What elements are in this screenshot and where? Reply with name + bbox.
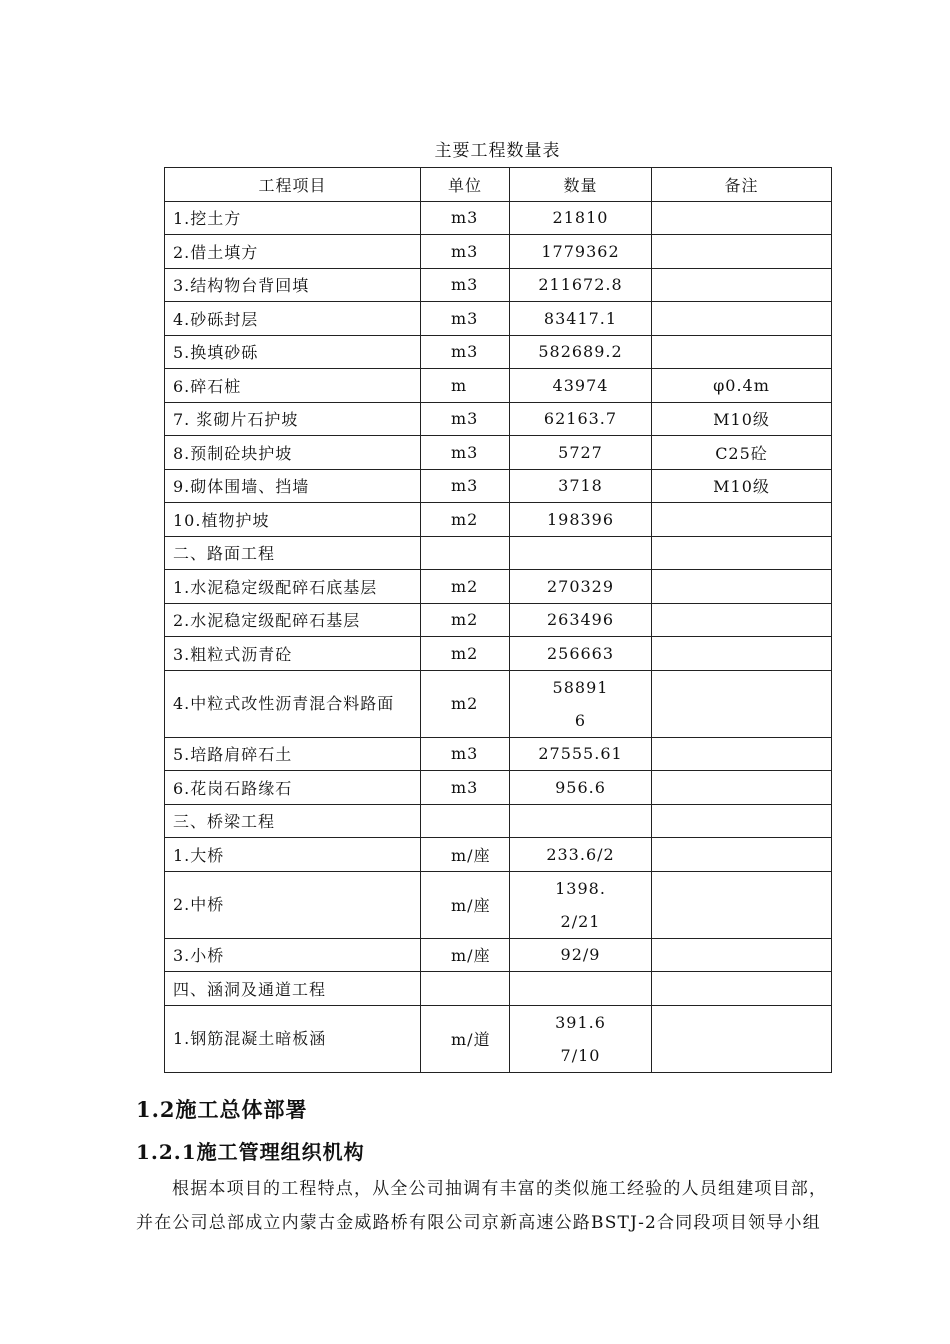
row-item: 6.碎石桩 [165,369,421,403]
row-unit: m3 [421,469,510,503]
row-note [652,972,832,1006]
row-unit: m3 [421,737,510,771]
table-row [165,938,832,972]
row-item: 1.大桥 [165,838,421,872]
row-note [652,603,832,637]
row-quantity: 27555.61 [510,737,652,771]
header-note: 备注 [652,168,832,202]
row-item: 三、桥梁工程 [165,804,421,838]
table-row [165,402,832,436]
row-item: 3.小桥 [165,938,421,972]
row-item: 2.借土填方 [165,235,421,269]
table-row [165,235,832,269]
table-row [165,201,832,235]
row-item: 5.培路肩碎石土 [165,737,421,771]
row-quantity: 956.6 [510,771,652,805]
row-item: 1.挖土方 [165,201,421,235]
table-row [165,436,832,470]
row-unit: m2 [421,670,510,737]
row-quantity [510,804,652,838]
row-unit: m3 [421,201,510,235]
row-unit: m2 [421,503,510,537]
row-note [652,771,832,805]
table-row [165,972,832,1006]
row-quantity: 263496 [510,603,652,637]
row-unit [421,972,510,1006]
row-note [652,804,832,838]
row-note [652,536,832,570]
header-unit: 单位 [421,168,510,202]
table-row [165,1005,832,1072]
row-item: 3.结构物台背回填 [165,268,421,302]
row-quantity: 233.6/2 [510,838,652,872]
row-item: 四、涵洞及通道工程 [165,972,421,1006]
row-note [652,737,832,771]
row-item: 10.植物护坡 [165,503,421,537]
row-note: M10级 [652,402,832,436]
row-quantity: 92/9 [510,938,652,972]
subsection-heading: 1.2.1施工管理组织机构 [136,1140,365,1164]
row-note: C25砼 [652,436,832,470]
table-caption: 主要工程数量表 [434,141,561,161]
row-unit: m3 [421,771,510,805]
row-note [652,1005,832,1072]
row-quantity: 391.67/10 [510,1005,652,1072]
row-item: 4.砂砾封层 [165,302,421,336]
table-row [165,335,832,369]
row-item: 9.砌体围墙、挡墙 [165,469,421,503]
row-note [652,268,832,302]
row-unit: m3 [421,335,510,369]
row-item: 5.换填砂砾 [165,335,421,369]
row-unit: m/座 [421,938,510,972]
row-note [652,302,832,336]
row-note: φ0.4m [652,369,832,403]
paragraph-line-2: 并在公司总部成立内蒙古金威路桥有限公司京新高速公路BSTJ-2合同段项目领导小组 [136,1213,821,1233]
row-quantity [510,536,652,570]
table-row [165,838,832,872]
row-quantity: 3718 [510,469,652,503]
table-row [165,603,832,637]
row-item: 1.水泥稳定级配碎石底基层 [165,570,421,604]
row-quantity: 83417.1 [510,302,652,336]
table-row [165,302,832,336]
row-quantity: 211672.8 [510,268,652,302]
row-note [652,938,832,972]
row-note: M10级 [652,469,832,503]
row-quantity: 62163.7 [510,402,652,436]
table-body [165,201,832,1072]
row-quantity: 5727 [510,436,652,470]
quantity-table [164,167,832,1073]
row-quantity: 21810 [510,201,652,235]
table-row [165,670,832,737]
table-row [165,637,832,671]
row-item: 2.水泥稳定级配碎石基层 [165,603,421,637]
row-unit: m [421,369,510,403]
row-item: 4.中粒式改性沥青混合料路面 [165,670,421,737]
row-quantity: 1398.2/21 [510,871,652,938]
row-quantity: 43974 [510,369,652,403]
row-item: 8.预制砼块护坡 [165,436,421,470]
table-row [165,369,832,403]
row-unit: m2 [421,603,510,637]
table-row [165,469,832,503]
row-unit [421,804,510,838]
header-item: 工程项目 [165,168,421,202]
row-unit: m/座 [421,871,510,938]
row-note [652,838,832,872]
table-row [165,536,832,570]
row-quantity: 588916 [510,670,652,737]
section-heading: 1.2施工总体部署 [136,1097,308,1122]
row-unit: m2 [421,637,510,671]
row-note [652,235,832,269]
row-item: 2.中桥 [165,871,421,938]
table-row [165,737,832,771]
header-quantity: 数量 [510,168,652,202]
row-unit: m3 [421,436,510,470]
row-unit: m3 [421,235,510,269]
row-note [652,670,832,737]
row-item: 3.粗粒式沥青砼 [165,637,421,671]
row-unit: m3 [421,302,510,336]
row-unit: m3 [421,268,510,302]
table-row [165,804,832,838]
row-unit [421,536,510,570]
row-quantity [510,972,652,1006]
table-row [165,771,832,805]
row-item: 1.钢筋混凝土暗板涵 [165,1005,421,1072]
table-row [165,570,832,604]
row-note [652,201,832,235]
row-note [652,570,832,604]
table-header-row [165,168,832,202]
row-item: 6.花岗石路缘石 [165,771,421,805]
table-row [165,268,832,302]
row-quantity: 256663 [510,637,652,671]
row-note [652,637,832,671]
table-row [165,503,832,537]
row-item: 7. 浆砌片石护坡 [165,402,421,436]
row-note [652,503,832,537]
row-note [652,871,832,938]
row-quantity: 270329 [510,570,652,604]
paragraph-line-1: 根据本项目的工程特点，从全公司抽调有丰富的类似施工经验的人员组建项目部， [172,1179,828,1199]
row-unit: m3 [421,402,510,436]
row-item: 二、路面工程 [165,536,421,570]
body-paragraph [136,1172,876,1240]
table-row [165,871,832,938]
row-quantity: 1779362 [510,235,652,269]
row-unit: m/道 [421,1005,510,1072]
row-quantity: 198396 [510,503,652,537]
row-unit: m2 [421,570,510,604]
row-unit: m/座 [421,838,510,872]
row-note [652,335,832,369]
row-quantity: 582689.2 [510,335,652,369]
